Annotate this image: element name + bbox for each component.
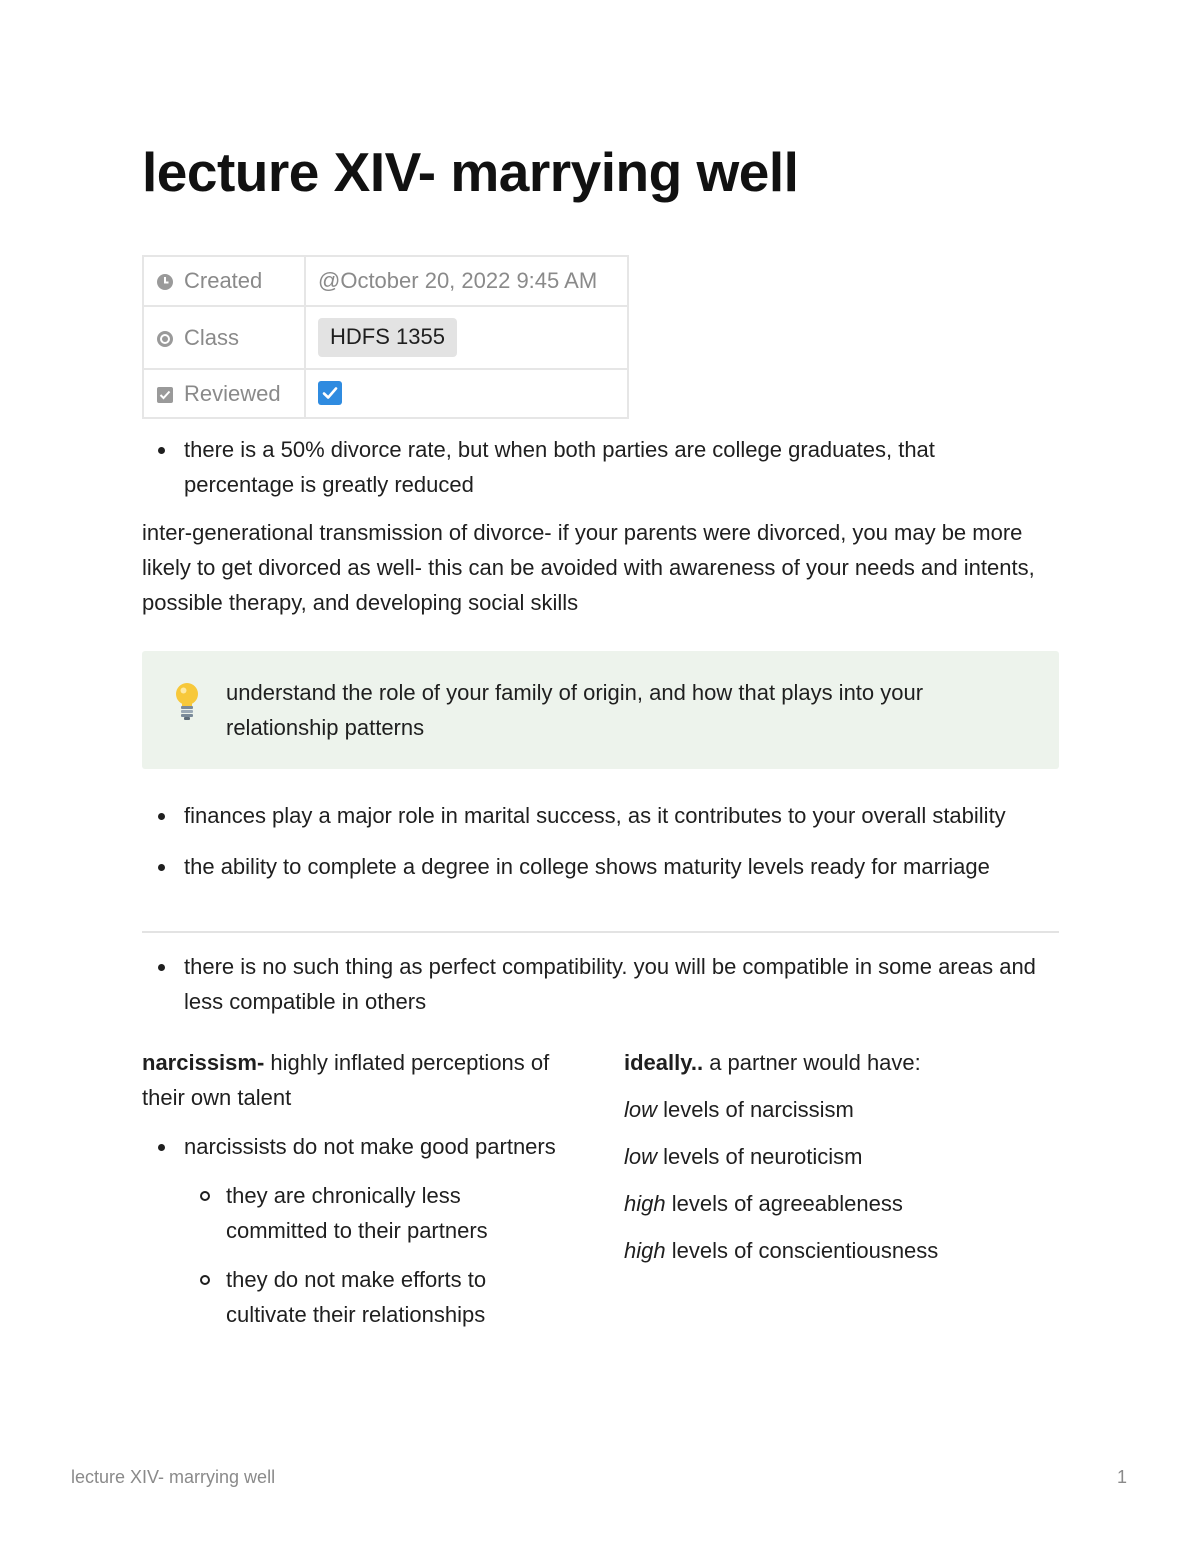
bullet-list-1 xyxy=(142,432,1022,502)
property-row-reviewed xyxy=(143,369,628,418)
narcissism-definition xyxy=(142,1045,562,1115)
property-value-reviewed xyxy=(305,369,628,418)
trait-text: levels of narcissism xyxy=(657,1097,854,1122)
checkmark-icon xyxy=(321,384,339,402)
list-item: there is no such thing as perfect compatibility. you will be compatible in some areas and less compatible in others xyxy=(142,949,1057,1019)
trait-level: high xyxy=(624,1238,666,1263)
trait-line xyxy=(624,1139,1054,1174)
callout-box xyxy=(142,651,1059,769)
sub-list-item: they do not make efforts to cultivate their relationships xyxy=(184,1262,562,1332)
property-label-created: Created xyxy=(184,268,263,293)
term-narcissism: narcissism- xyxy=(142,1050,265,1075)
heading-bold: ideally.. xyxy=(624,1050,704,1075)
trait-level: low xyxy=(624,1144,658,1169)
trait-level: low xyxy=(624,1097,658,1122)
properties-table xyxy=(142,255,629,419)
trait-level: high xyxy=(624,1191,666,1216)
trait-text: levels of agreeableness xyxy=(665,1191,903,1216)
reviewed-checkbox[interactable] xyxy=(318,381,342,405)
class-tag[interactable]: HDFS 1355 xyxy=(318,318,457,357)
clock-icon xyxy=(156,273,174,291)
right-column xyxy=(624,1045,1054,1268)
list-item xyxy=(142,1129,562,1332)
property-key-class xyxy=(143,306,305,369)
paragraph-intergenerational: inter-generational transmission of divorce- if your parents were divorced, you may be more likely to get divorced as well- this can be avoided with awareness of your needs and intents, possible therapy, and developing social skills xyxy=(142,520,1035,615)
trait-text: levels of neuroticism xyxy=(657,1144,863,1169)
list-item-text: narcissists do not make good partners xyxy=(184,1134,556,1159)
callout-text: understand the role of your family of origin, and how that plays into your relationship patterns xyxy=(226,680,924,740)
lightbulb-icon xyxy=(172,681,202,721)
property-label-class: Class xyxy=(184,324,240,350)
heading-rest: a partner would have: xyxy=(703,1050,921,1075)
property-row-created xyxy=(143,256,628,306)
left-column xyxy=(142,1045,562,1332)
property-row-class xyxy=(143,306,628,369)
page-number: 1 xyxy=(1117,1467,1128,1487)
trait-line xyxy=(624,1233,1054,1268)
trait-text: levels of conscientiousness xyxy=(665,1238,939,1263)
list-item: the ability to complete a degree in college shows maturity levels ready for marriage xyxy=(142,849,1032,884)
property-value-class xyxy=(305,306,628,369)
property-label-reviewed: Reviewed xyxy=(184,380,281,406)
property-value-created[interactable]: @October 20, 2022 9:45 AM xyxy=(305,256,628,306)
bullet-list-2 xyxy=(142,798,1032,884)
definition-text: highly inflated perceptions of their own talent xyxy=(142,1050,550,1110)
checkbox-icon xyxy=(156,386,174,404)
trait-line xyxy=(624,1186,1054,1221)
property-key-created xyxy=(143,256,305,306)
ideal-partner-heading xyxy=(624,1045,1054,1080)
divider xyxy=(142,931,1059,933)
trait-line xyxy=(624,1092,1054,1127)
footer-title: lecture XIV- marrying well xyxy=(71,1467,276,1487)
target-icon xyxy=(156,330,174,348)
page-title: lecture XIV- marrying well xyxy=(142,141,799,203)
bullet-list-3 xyxy=(142,949,1057,1019)
list-item: finances play a major role in marital success, as it contributes to your overall stability xyxy=(142,798,1032,833)
list-item: there is a 50% divorce rate, but when both parties are college graduates, that percentage is greatly reduced xyxy=(142,432,1022,502)
sub-list-item: they are chronically less committed to their partners xyxy=(184,1178,562,1248)
property-key-reviewed xyxy=(143,369,305,418)
